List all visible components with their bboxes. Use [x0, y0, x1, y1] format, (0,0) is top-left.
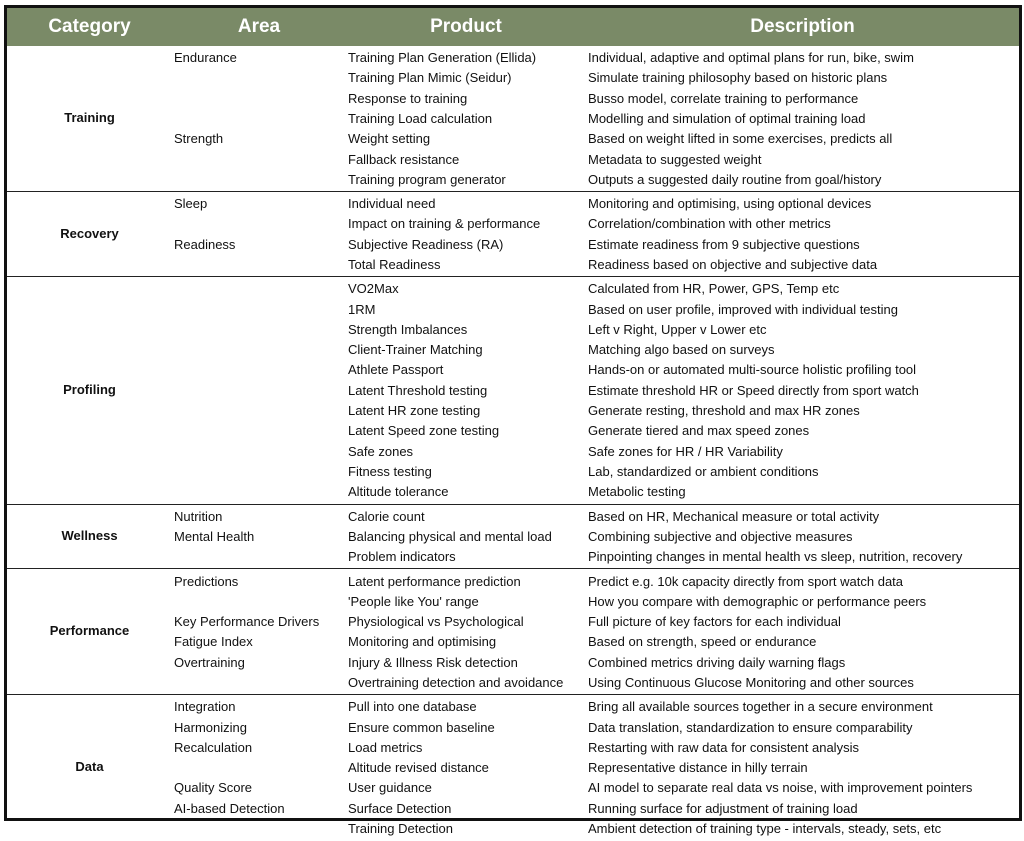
header-category: Category [48, 16, 131, 37]
product-cell: Problem indicators [348, 549, 456, 565]
description-cell: Based on user profile, improved with individual testing [588, 301, 899, 317]
area-cell: Overtraining [174, 654, 245, 670]
product-cell: Overtraining detection and avoidance [348, 675, 564, 690]
area-cell: Strength [174, 131, 224, 147]
product-cell: User guidance [348, 780, 432, 796]
product-cell: Latent Threshold testing [348, 382, 488, 398]
description-cell: Data translation, standardization to ensure comparability [588, 719, 913, 735]
category-label: Data [75, 759, 104, 775]
description-cell: Generate tiered and max speed zones [588, 423, 810, 439]
product-cell: Pull into one database [348, 699, 477, 715]
description-cell: Based on weight lifted in some exercises, predicts all [588, 131, 893, 147]
category-group-data [7, 695, 1019, 841]
area-cell: AI-based Detection [174, 800, 285, 816]
category-label: Performance [49, 623, 130, 639]
area-cell: Predictions [174, 573, 239, 589]
product-cell: Response to training [348, 90, 468, 106]
description-cell: Metabolic testing [588, 484, 686, 500]
description-cell: Correlation/combination with other metrics [588, 216, 831, 232]
product-cell: Strength Imbalances [348, 321, 468, 337]
product-cell: Impact on training & performance [348, 216, 541, 232]
product-cell: Monitoring and optimising [348, 634, 497, 650]
description-cell: Readiness based on objective and subjective data [588, 256, 878, 272]
product-cell: Injury & Illness Risk detection [348, 654, 518, 670]
category-group-training [7, 46, 1019, 192]
description-cell: Combining subjective and objective measures [588, 528, 853, 544]
product-cell: Calorie count [348, 508, 425, 524]
description-cell: Matching algo based on surveys [588, 342, 775, 358]
product-cell: Fitness testing [348, 463, 432, 479]
description-cell: Outputs a suggested daily routine from goal/history [588, 171, 882, 187]
description-cell: Combined metrics driving daily warning flags [588, 654, 846, 670]
header-description: Description [750, 16, 855, 37]
description-cell: Metadata to suggested weight [588, 151, 762, 167]
description-cell: AI model to separate real data vs noise, with improvement pointers [588, 780, 973, 796]
description-cell: Busso model, correlate training to performance [588, 90, 859, 106]
description-cell: Based on HR, Mechanical measure or total activity [588, 508, 880, 524]
product-cell: Ensure common baseline [348, 719, 495, 735]
description-cell: Based on strength, speed or endurance [588, 634, 817, 650]
product-cell: Training Load calculation [348, 110, 493, 126]
area-cell: Integration [174, 699, 236, 715]
product-cell: Training Plan Mimic (Seidur) [348, 70, 512, 86]
product-cell: 'People like You' range [348, 593, 479, 609]
product-cell: Total Readiness [348, 256, 441, 272]
description-cell: Safe zones for HR / HR Variability [588, 443, 783, 459]
product-cell: Safe zones [348, 443, 414, 459]
area-cell: Endurance [174, 50, 237, 65]
description-cell: Monitoring and optimising, using optional devices [588, 196, 872, 212]
product-cell: Training Detection [348, 821, 454, 837]
header-product: Product [430, 16, 502, 37]
description-cell: Using Continuous Glucose Monitoring and other sources [588, 675, 914, 690]
category-group-performance [7, 570, 1019, 696]
header-area: Area [237, 16, 281, 37]
description-cell: Generate resting, threshold and max HR zones [588, 403, 860, 419]
description-cell: Lab, standardized or ambient conditions [588, 463, 819, 479]
area-cell: Sleep [174, 196, 208, 212]
category-group-wellness [7, 505, 1019, 570]
description-cell: Individual, adaptive and optimal plans for run, bike, swim [588, 50, 914, 65]
description-cell: Estimate readiness from 9 subjective questions [588, 236, 860, 252]
category-label: Recovery [60, 225, 119, 241]
category-label: Wellness [61, 528, 118, 544]
description-cell: Full picture of key factors for each individual [588, 614, 841, 630]
category-group-recovery [7, 192, 1019, 277]
product-cell: VO2Max [348, 281, 399, 297]
product-cell: Athlete Passport [348, 362, 444, 378]
description-cell: Restarting with raw data for consistent analysis [588, 739, 859, 755]
product-cell: Balancing physical and mental load [348, 528, 552, 544]
category-group-profiling [7, 277, 1019, 504]
area-cell: Fatigue Index [174, 634, 253, 650]
product-cell: Fallback resistance [348, 151, 460, 167]
description-cell: Calculated from HR, Power, GPS, Temp etc [588, 281, 840, 297]
product-cell: Latent performance prediction [348, 573, 521, 589]
area-cell: Harmonizing [174, 719, 247, 735]
product-cell: Subjective Readiness (RA) [348, 236, 504, 252]
description-cell: Simulate training philosophy based on historic plans [588, 70, 888, 86]
product-cell: Training program generator [348, 171, 506, 187]
area-cell: Key Performance Drivers [174, 614, 320, 630]
area-cell: Nutrition [174, 508, 223, 524]
table-header [7, 8, 1019, 46]
product-cell: Individual need [348, 196, 436, 212]
description-cell: Running surface for adjustment of training load [588, 800, 858, 816]
product-cell: Latent HR zone testing [348, 403, 481, 419]
table-frame [4, 5, 1022, 837]
product-cell: Altitude tolerance [348, 484, 449, 500]
product-cell: Latent Speed zone testing [348, 423, 500, 439]
product-cell: Surface Detection [348, 800, 452, 816]
description-cell: Estimate threshold HR or Speed directly from sport watch [588, 382, 919, 398]
category-label: Profiling [63, 381, 116, 397]
description-cell: Left v Right, Upper v Lower etc [588, 321, 767, 337]
description-cell: Pinpointing changes in mental health vs sleep, nutrition, recovery [588, 549, 963, 565]
product-cell: Physiological vs Psychological [348, 614, 524, 630]
description-cell: Representative distance in hilly terrain [588, 760, 808, 776]
product-cell: Weight setting [348, 131, 431, 147]
product-cell: Altitude revised distance [348, 760, 489, 776]
description-cell: Modelling and simulation of optimal training load [588, 110, 866, 126]
description-cell: Predict e.g. 10k capacity directly from sport watch data [588, 573, 904, 589]
description-cell: Ambient detection of training type - intervals, steady, sets, etc [588, 821, 942, 837]
product-cell: 1RM [348, 301, 376, 317]
area-cell: Mental Health [174, 528, 255, 544]
category-label: Training [64, 110, 115, 126]
area-cell: Recalculation [174, 739, 253, 755]
description-cell: How you compare with demographic or performance peers [588, 593, 927, 609]
description-cell: Hands-on or automated multi-source holistic profiling tool [588, 362, 917, 378]
area-cell: Readiness [174, 236, 236, 252]
product-cell: Client-Trainer Matching [348, 342, 483, 358]
description-cell: Bring all available sources together in a secure environment [588, 699, 933, 715]
product-cell: Training Plan Generation (Ellida) [348, 50, 537, 65]
area-cell: Quality Score [174, 780, 253, 796]
product-cell: Load metrics [348, 739, 423, 755]
